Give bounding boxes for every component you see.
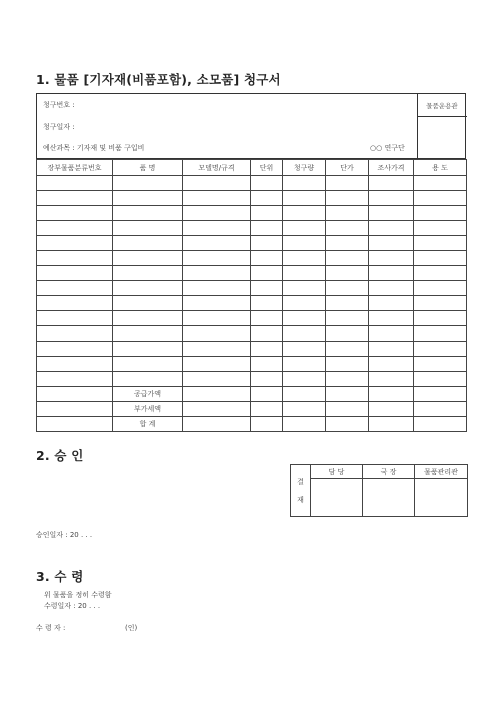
summary-label: 합 계: [113, 416, 183, 431]
table-cell[interactable]: [414, 416, 467, 431]
approval-col-header: 물품관리관: [415, 465, 468, 479]
header-cell: 청구량: [283, 160, 326, 176]
table-row: [37, 311, 467, 326]
table-cell[interactable]: [251, 326, 283, 341]
receipt-line-1: 위 물품을 정히 수령함: [44, 591, 112, 599]
table-cell[interactable]: [113, 311, 183, 326]
table-cell[interactable]: [183, 191, 251, 206]
table-cell[interactable]: [283, 251, 326, 266]
header-cell: 모델명/규격: [183, 160, 251, 176]
table-cell[interactable]: [37, 176, 113, 191]
table-cell[interactable]: [414, 251, 467, 266]
table-cell[interactable]: [251, 311, 283, 326]
table-header-row: [37, 160, 467, 176]
table-cell[interactable]: [414, 356, 467, 371]
table-cell[interactable]: [113, 326, 183, 341]
summary-row: [37, 416, 467, 431]
table-cell[interactable]: [251, 236, 283, 251]
approval-sign-row: [291, 479, 468, 517]
approval-side-label: [291, 465, 311, 517]
request-no-label: 청구번호 :: [43, 101, 75, 109]
approval-sign-cell[interactable]: [415, 479, 468, 517]
table-cell[interactable]: [183, 236, 251, 251]
table-row: [37, 191, 467, 206]
table-cell[interactable]: [37, 251, 113, 266]
table-cell[interactable]: [414, 296, 467, 311]
team-label: ○○ 연구단: [370, 144, 405, 152]
table-cell[interactable]: [283, 416, 326, 431]
table-cell[interactable]: [369, 326, 414, 341]
table-row: [37, 356, 467, 371]
table-cell[interactable]: [414, 281, 467, 296]
table-row: [37, 221, 467, 236]
table-cell[interactable]: [326, 356, 369, 371]
table-row: [37, 341, 467, 356]
table-cell[interactable]: [326, 221, 369, 236]
table-cell[interactable]: [414, 236, 467, 251]
table-cell[interactable]: [369, 341, 414, 356]
table-cell[interactable]: [251, 416, 283, 431]
table-cell[interactable]: [326, 191, 369, 206]
table-row: [37, 236, 467, 251]
table-cell[interactable]: [183, 386, 251, 401]
table-cell[interactable]: [414, 371, 467, 386]
header-cell: 용 도: [414, 160, 467, 176]
table-cell[interactable]: [251, 401, 283, 416]
table-cell[interactable]: [369, 356, 414, 371]
table-cell[interactable]: [283, 401, 326, 416]
table-cell[interactable]: [414, 326, 467, 341]
table-cell[interactable]: [326, 176, 369, 191]
table-cell[interactable]: [251, 191, 283, 206]
summary-label: 공급가액: [113, 386, 183, 401]
table-cell[interactable]: [369, 296, 414, 311]
table-cell[interactable]: [37, 401, 113, 416]
request-date-label: 청구일자 :: [43, 123, 75, 131]
table-cell[interactable]: [283, 311, 326, 326]
header-cell: 품 명: [113, 160, 183, 176]
approval-heading: 2. 승 인: [36, 448, 84, 463]
table-cell[interactable]: [183, 221, 251, 236]
table-cell[interactable]: [326, 386, 369, 401]
table-cell[interactable]: [283, 176, 326, 191]
table-cell[interactable]: [414, 386, 467, 401]
table-row: [37, 296, 467, 311]
table-row: [37, 281, 467, 296]
table-cell[interactable]: [183, 281, 251, 296]
table-cell[interactable]: [113, 341, 183, 356]
table-cell[interactable]: [283, 266, 326, 281]
table-cell[interactable]: [326, 401, 369, 416]
table-cell[interactable]: [37, 416, 113, 431]
table-cell[interactable]: [183, 341, 251, 356]
table-cell[interactable]: [183, 206, 251, 221]
table-cell[interactable]: [37, 311, 113, 326]
table-cell[interactable]: [251, 251, 283, 266]
table-cell[interactable]: [283, 281, 326, 296]
table-cell[interactable]: [369, 221, 414, 236]
table-cell[interactable]: [113, 296, 183, 311]
table-cell[interactable]: [414, 266, 467, 281]
table-cell[interactable]: [326, 206, 369, 221]
budget-label: 예산과목 : 기자재 및 비품 구입비: [43, 144, 145, 152]
header-cell: 단위: [251, 160, 283, 176]
table-cell[interactable]: [326, 236, 369, 251]
table-cell[interactable]: [326, 326, 369, 341]
table-cell[interactable]: [326, 311, 369, 326]
table-cell[interactable]: [113, 191, 183, 206]
summary-row: [37, 386, 467, 401]
table-cell[interactable]: [183, 371, 251, 386]
table-cell[interactable]: [283, 206, 326, 221]
table-cell[interactable]: [369, 251, 414, 266]
table-cell[interactable]: [37, 266, 113, 281]
table-cell[interactable]: [369, 371, 414, 386]
table-cell[interactable]: [183, 176, 251, 191]
table-cell[interactable]: [183, 266, 251, 281]
table-cell[interactable]: [37, 206, 113, 221]
approval-sign-cell[interactable]: [311, 479, 363, 517]
table-cell[interactable]: [283, 191, 326, 206]
table-cell[interactable]: [37, 326, 113, 341]
table-cell[interactable]: [183, 251, 251, 266]
table-cell[interactable]: [183, 326, 251, 341]
table-cell[interactable]: [37, 356, 113, 371]
table-cell[interactable]: [113, 356, 183, 371]
table-cell[interactable]: [326, 296, 369, 311]
stamp-label: 물품운용관: [426, 102, 458, 110]
table-cell[interactable]: [113, 281, 183, 296]
table-row: [37, 266, 467, 281]
table-cell[interactable]: [251, 356, 283, 371]
table-cell[interactable]: [326, 416, 369, 431]
table-cell[interactable]: [37, 371, 113, 386]
table-cell[interactable]: [369, 401, 414, 416]
table-cell[interactable]: [113, 236, 183, 251]
table-cell[interactable]: [283, 236, 326, 251]
table-cell[interactable]: [283, 296, 326, 311]
table-cell[interactable]: [251, 221, 283, 236]
table-cell[interactable]: [37, 191, 113, 206]
table-cell[interactable]: [283, 341, 326, 356]
table-cell[interactable]: [251, 176, 283, 191]
table-cell[interactable]: [414, 191, 467, 206]
table-cell[interactable]: [113, 206, 183, 221]
table-cell[interactable]: [369, 281, 414, 296]
table-cell[interactable]: [113, 266, 183, 281]
approval-side-char: 결: [297, 477, 304, 486]
table-row: [37, 206, 467, 221]
table-cell[interactable]: [369, 386, 414, 401]
receipt-line-2: 수령일자 : 20 . . .: [44, 602, 101, 610]
table-cell[interactable]: [369, 206, 414, 221]
seal-label: (인): [125, 624, 138, 632]
table-row: [37, 176, 467, 191]
table-cell[interactable]: [414, 176, 467, 191]
table-cell[interactable]: [326, 251, 369, 266]
receiver-label: 수 령 자 :: [36, 624, 66, 632]
table-row: [37, 371, 467, 386]
table-cell[interactable]: [183, 401, 251, 416]
table-cell[interactable]: [183, 311, 251, 326]
stamp-divider: [418, 116, 467, 117]
table-cell[interactable]: [283, 326, 326, 341]
header-cell: 단가: [326, 160, 369, 176]
table-cell[interactable]: [37, 386, 113, 401]
approval-header-row: [291, 465, 468, 479]
table-cell[interactable]: [251, 266, 283, 281]
header-cell: 조사가격: [369, 160, 414, 176]
table-cell[interactable]: [37, 221, 113, 236]
table-cell[interactable]: [369, 311, 414, 326]
table-cell[interactable]: [369, 266, 414, 281]
table-cell[interactable]: [183, 296, 251, 311]
table-cell[interactable]: [283, 386, 326, 401]
approval-side-char: 재: [297, 495, 304, 504]
table-cell[interactable]: [251, 386, 283, 401]
table-cell[interactable]: [251, 296, 283, 311]
table-row: [37, 326, 467, 341]
table-cell[interactable]: [414, 206, 467, 221]
table-cell[interactable]: [283, 371, 326, 386]
table-cell[interactable]: [251, 371, 283, 386]
table-cell[interactable]: [251, 206, 283, 221]
request-table: [36, 159, 467, 432]
summary-label: 부가세액: [113, 401, 183, 416]
table-cell[interactable]: [37, 341, 113, 356]
table-cell[interactable]: [326, 281, 369, 296]
table-cell[interactable]: [183, 416, 251, 431]
table-cell[interactable]: [369, 236, 414, 251]
table-cell[interactable]: [113, 221, 183, 236]
table-cell[interactable]: [414, 221, 467, 236]
receipt-heading: 3. 수 령: [36, 569, 84, 584]
approval-date-label: 승인일자 : 20 . . .: [36, 531, 93, 539]
table-cell[interactable]: [326, 266, 369, 281]
summary-row: [37, 401, 467, 416]
approval-col-header: 담 당: [311, 465, 363, 479]
table-cell[interactable]: [37, 296, 113, 311]
header-cell: 장부물품분류번호: [37, 160, 113, 176]
approval-sign-cell[interactable]: [363, 479, 415, 517]
approval-table: [290, 464, 468, 517]
table-cell[interactable]: [283, 356, 326, 371]
stamp-area: [417, 94, 467, 159]
table-cell[interactable]: [251, 341, 283, 356]
table-cell[interactable]: [326, 341, 369, 356]
table-cell[interactable]: [113, 251, 183, 266]
approval-col-header: 국 장: [363, 465, 415, 479]
table-cell[interactable]: [414, 311, 467, 326]
table-cell[interactable]: [251, 281, 283, 296]
page-title: 1. 물품 [기자재(비품포함), 소모품] 청구서: [36, 72, 281, 87]
table-cell[interactable]: [369, 176, 414, 191]
table-cell[interactable]: [326, 371, 369, 386]
table-cell[interactable]: [369, 191, 414, 206]
table-cell[interactable]: [113, 176, 183, 191]
table-cell[interactable]: [183, 356, 251, 371]
table-cell[interactable]: [369, 416, 414, 431]
table-cell[interactable]: [37, 236, 113, 251]
table-cell[interactable]: [37, 281, 113, 296]
table-cell[interactable]: [414, 401, 467, 416]
table-cell[interactable]: [414, 341, 467, 356]
table-row: [37, 251, 467, 266]
table-cell[interactable]: [113, 371, 183, 386]
table-cell[interactable]: [283, 221, 326, 236]
